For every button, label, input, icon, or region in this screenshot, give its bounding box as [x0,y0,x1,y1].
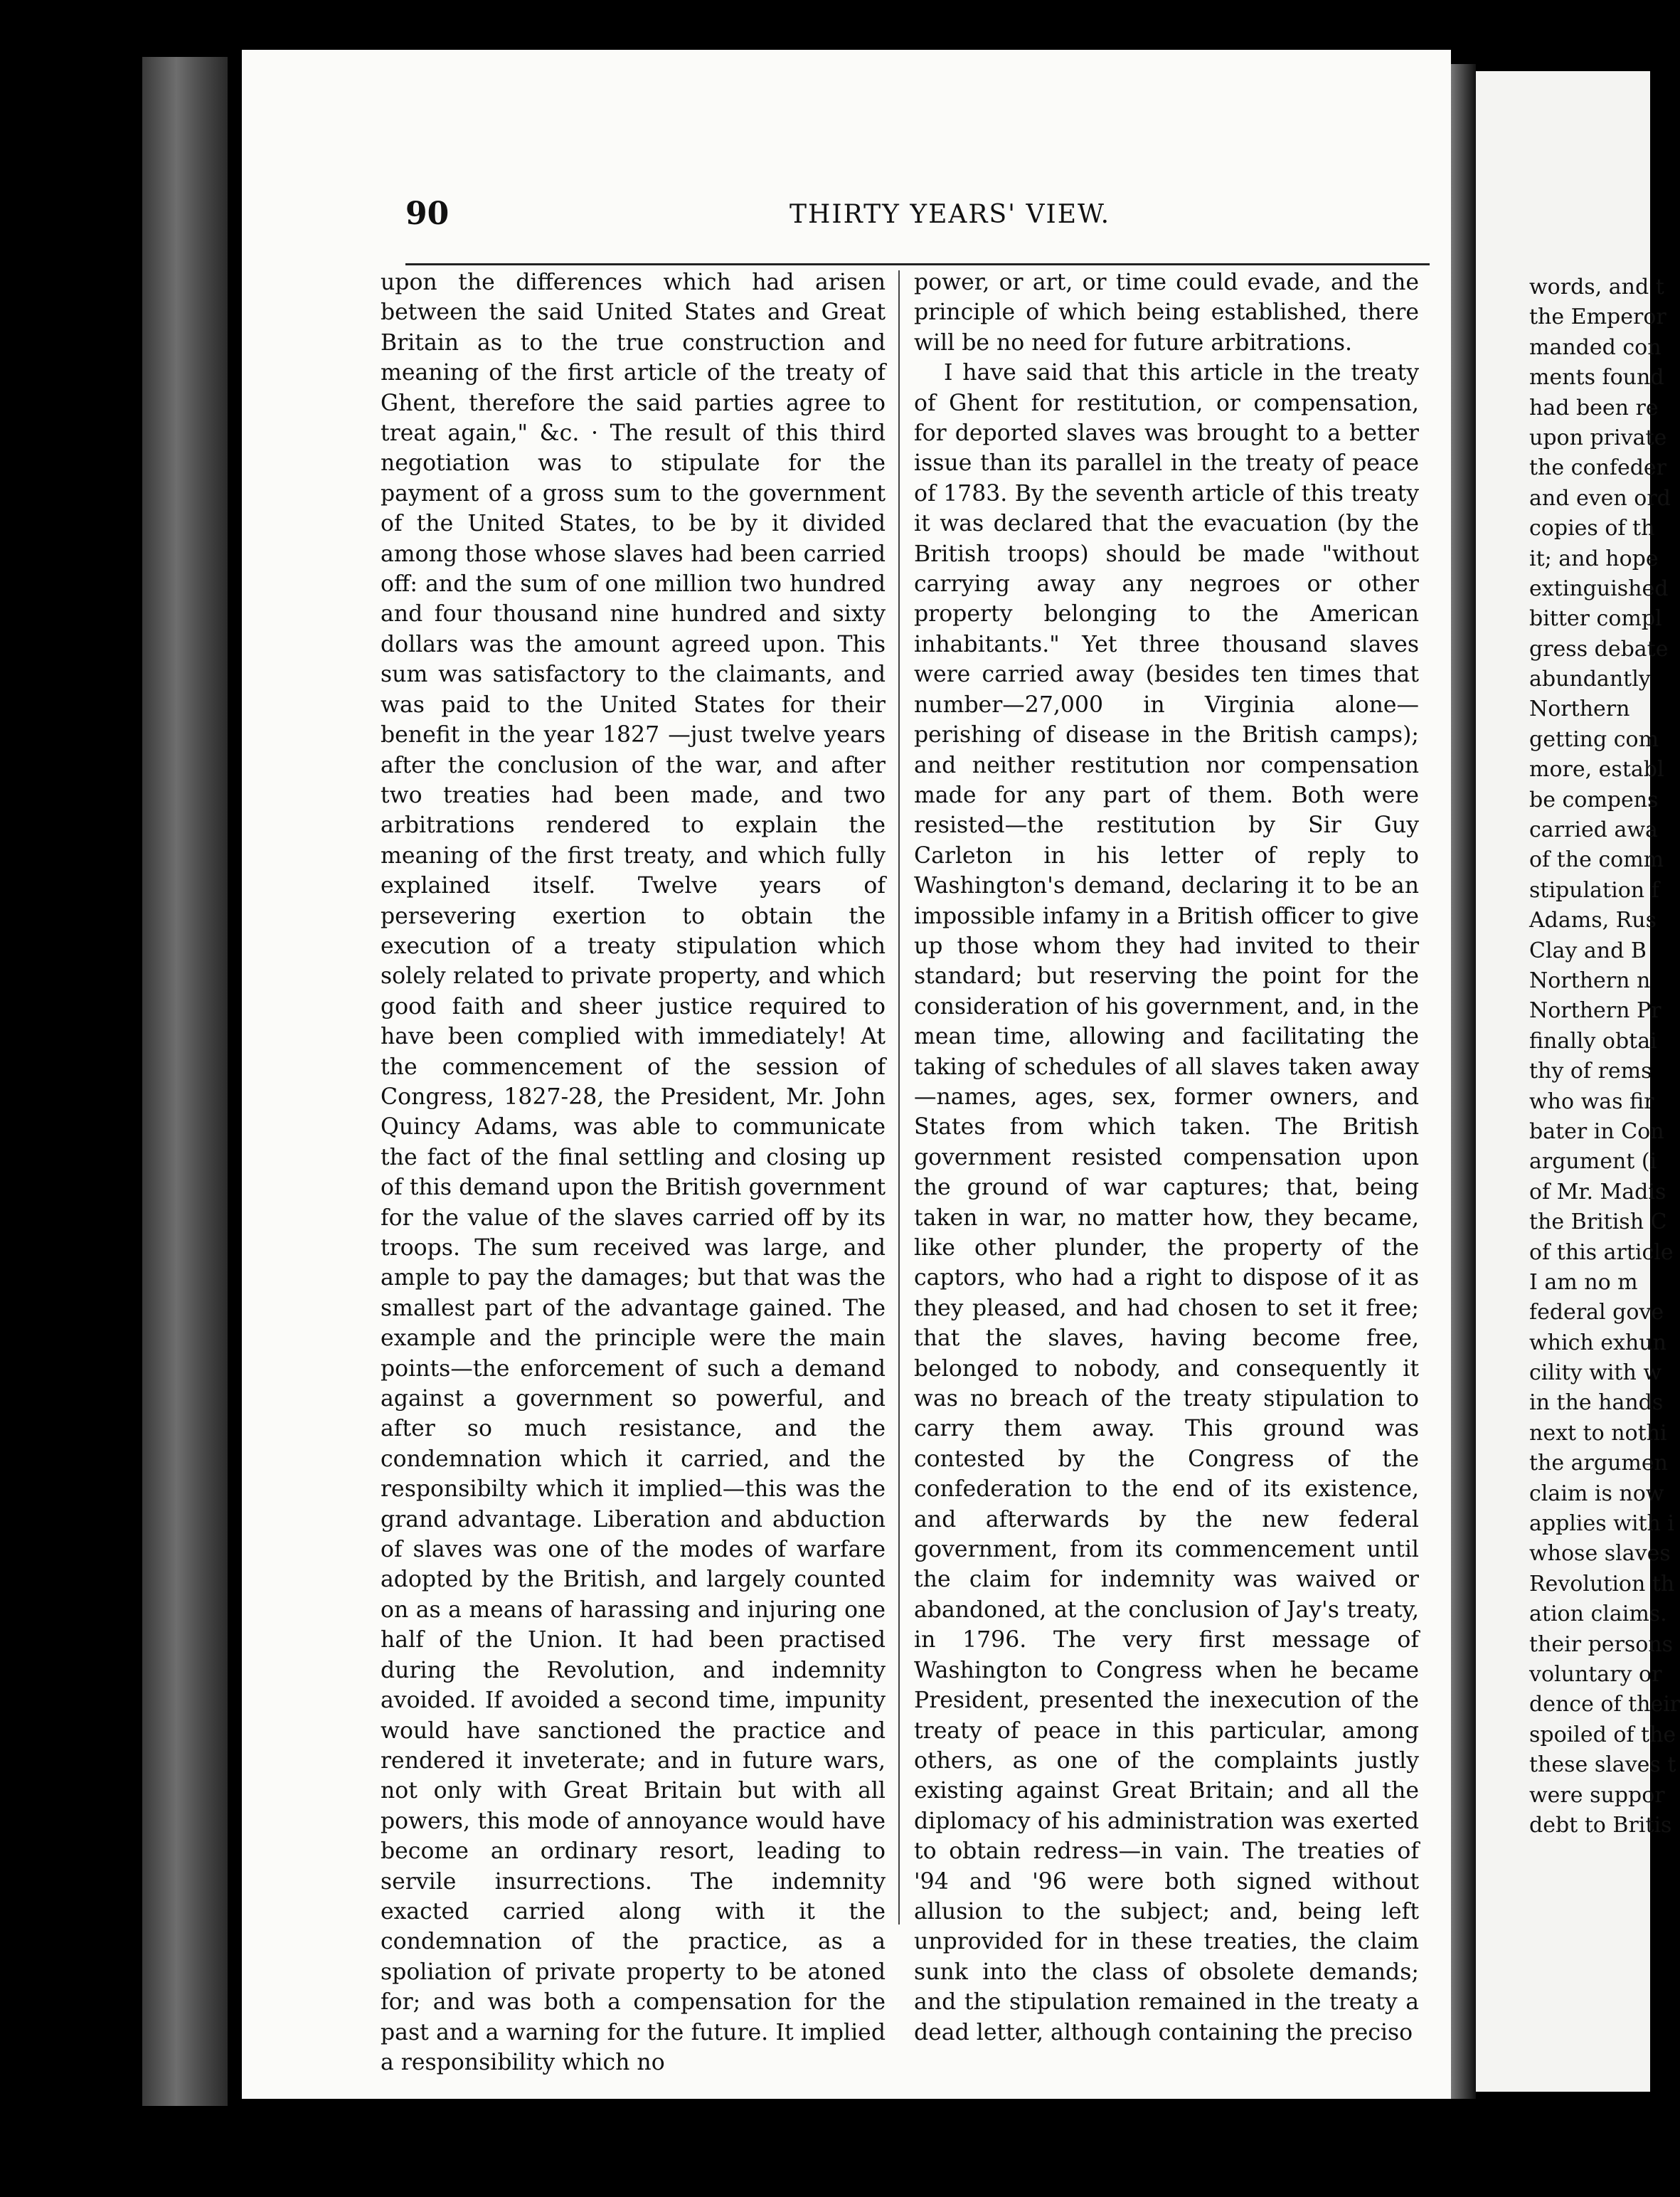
text-line: be compens [1529,787,1659,812]
text-line: whose slaves [1529,1541,1671,1567]
text-line: stipulation f [1529,877,1659,903]
text-line: their persons [1529,1631,1674,1657]
text-line: Revolution th [1529,1571,1675,1597]
text-line: of this article [1529,1239,1674,1265]
text-line: these slaves t [1529,1752,1676,1778]
text-line: in the hands [1529,1390,1664,1416]
text-line: abundantly [1529,667,1651,692]
text-line: federal gove [1529,1300,1664,1325]
paragraph: upon the differences which had arisen between the said United States and Great Britain as to the true construction and meaning of the first article of the treaty of Ghent, therefore the said parties agree to treat again," &c. · The result of this third negotiation was to stipulate for the payment of a gross sum to the government of the United States, to be by it divided among those whose slaves had been carried off: and the sum of one million two hundred and four thousand nine hundred and sixty dollars was the amount agreed upon. This sum was satisfactory to the claimants, and was paid to the United States for their benefit in the year 1827 —just twelve years after the conclusion of the war, and after two treaties had been made, and two arbitrations rendered to explain the meaning of the first treaty, and which fully explained itself. Twelve years of persevering exertion to obtain the execution of a treaty stipulation which solely related to private property, and which good faith and sheer justice required to have been complied with immediately! At the commencement of the session of Congress, 1827-28, the President, Mr. John Quincy Adams, was able to communicate the fact of the final settling and closing up of this demand upon the British government for the value of the slaves carried off by its troops. The sum received was large, and ample to pay the damages; but that was the smallest part of the advantage gained. The example and the principle were the main points—the enforcement of such a demand against a government so powerful, and after so much resistance, and the condemnation which it carried, and the responsibilty which it implied—this was the grand advantage. Liberation and abduction of slaves was one of the modes of warfare adopted by the British, and largely counted on as a means of harassing and injuring one half of the Union. It had been practised during the Revolution, and indemnity avoided. If avoided a second time, impunity would have sanctioned the practice and rendered it inveterate; and in future wars, not only with Great Britain but with all powers, this mode of annoyance would have become an ordinary resort, leading to servile insurrections. The indemnity exacted carried along with it the condemnation of the practice, as a spoliation of private property to be atoned for; and was both a compensation for the past and a warning for the future. It implied a responsibility which no [381,270,886,2075]
text-line: Northern Pr [1529,998,1662,1024]
text-line: Adams, Rus [1529,908,1657,933]
text-line: the argumen [1529,1451,1668,1476]
text-line: extinguished [1529,576,1669,601]
header-rule [405,263,1430,265]
text-line: gress debate [1529,636,1669,662]
next-page-text [1529,272,1680,1841]
paragraph: power, or art, or time could evade, and the principle of which being established, there will be no need for future arbitrations. [914,270,1419,356]
column-divider [898,270,900,1925]
text-line: the British C [1529,1209,1667,1235]
text-line: the Emperor [1529,305,1666,330]
text-line: copies of th [1529,516,1655,541]
page-header [405,196,1430,238]
text-line: getting com [1529,726,1659,752]
page-gutter [1451,64,1476,2099]
text-line: of the comm [1529,847,1664,873]
text-line: bitter compl [1529,606,1662,632]
text-line: ation claims. [1529,1602,1667,1627]
text-line: had been re [1529,395,1659,420]
text-line: and even ord [1529,485,1671,511]
page-number: 90 [405,196,450,232]
text-line: words, and t [1529,275,1664,300]
text-line: of Mr. Madis [1529,1179,1666,1205]
text-line: claim is now [1529,1481,1664,1506]
text-line: argument (i [1529,1149,1657,1175]
text-line: I am no m [1529,1269,1638,1295]
text-line: voluntary or [1529,1661,1662,1687]
text-line: manded con [1529,334,1662,360]
text-line: Northern [1529,697,1630,722]
text-line: ments found [1529,365,1664,391]
text-line: thy of rems [1529,1059,1652,1084]
paragraph: I have said that this article in the treaty of Ghent for restitution, or compensation, for deported slaves was brought to a better issue than its parallel in the treaty of peace of 1783. By the seventh article of this treaty it was declared that the evacuation (by the British troops) should be made "without carrying away any negroes or other property belonging to the American inhabitants." Yet three thousand slaves were carried away (besides ten times that number—27,000 in Virginia alone—perishing of disease in the British camps); and neither restitution nor compensation made for any part of them. Both were resisted—the restitution by Sir Guy Carleton in his letter of reply to Washington's demand, declaring it to be an impossible infamy in a British officer to give up those whom they had invited to their standard; but reserving the point for the consideration of his government, and, in the mean time, allowing and facilitating the taking of schedules of all slaves taken away—names, ages, sex, former owners, and States from which taken. The British government resisted compensation upon the ground of war captures; that, being taken in war, no matter how, they became, like other plunder, the property of the captors, who had a right to dispose of it as they pleased, and had chosen to set it free; that the slaves, having become free, belonged to nobody, and consequently it was no breach of the treaty stipulation to carry them away. This ground was contested by the Congress of the confederation to the end of its existence, and afterwards by the new federal government, from its commencement until the claim for indemnity was waived or abandoned, at the conclusion of Jay's treaty, in 1796. The very first message of Washington to Congress when he became President, presented the inexecution of the treaty of peace in this particular, among others, as one of the complaints justly existing against Great Britain; and all the diplomacy of his administration was exerted to obtain redress—in vain. The treaties of '94 and '96 were both signed without allusion to the subject; and, being left unprovided for in these treaties, the claim sunk into the class of obsolete demands; and the stipulation remained in the treaty a dead letter, although containing the preciso [914,360,1419,2045]
text-line: bater in Con [1529,1118,1664,1144]
text-line: it; and hope [1529,546,1659,571]
text-line: spoiled of the [1529,1722,1676,1747]
text-line: cility with w [1529,1360,1662,1386]
right-column [914,268,1419,2048]
text-line: applies with i [1529,1511,1674,1537]
text-line: finally obtai [1529,1028,1657,1054]
text-line: next to nothi [1529,1420,1667,1446]
text-line: Northern n [1529,968,1651,993]
text-line: dence of their [1529,1692,1680,1717]
text-line: which exhun [1529,1330,1666,1355]
text-line: carried awa [1529,817,1658,843]
text-line: who was fir [1529,1089,1654,1114]
text-line: were suppor [1529,1782,1665,1808]
book-edge [142,57,228,2106]
running-head: THIRTY YEARS' VIEW. [790,200,1111,229]
text-line: more, establ [1529,757,1664,783]
text-line: Clay and B [1529,938,1647,963]
next-page [1476,71,1680,2092]
text-line: debt to Britis [1529,1812,1672,1838]
text-line: upon private [1529,425,1667,450]
left-column [381,268,886,2077]
text-line: the confeder [1529,455,1667,481]
